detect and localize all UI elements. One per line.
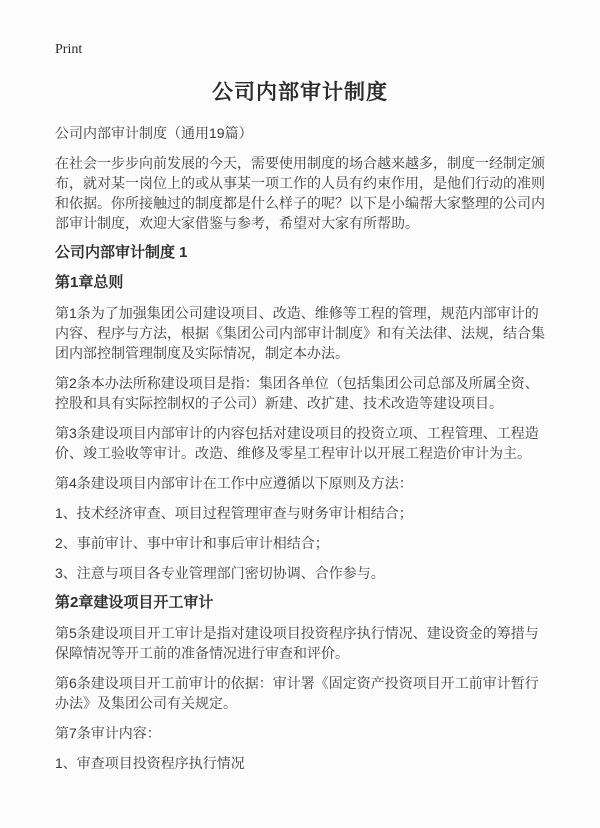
article-2: 第2条本办法所称建设项目是指：集团各单位（包括集团公司总部及所属全资、控股和具有实际控制权的子公司）新建、改扩建、技术改造等建设项目。 [55,375,539,411]
principle-item-2: 2、事前审计、事中审计和事后审计相结合； [55,535,329,551]
article-4: 第4条建设项目内部审计在工作中应遵循以下原则及方法： [55,475,413,491]
chapter-2-heading: 第2章建设项目开工审计 [55,594,214,611]
article-3: 第3条建设项目内部审计的内容包括对建设项目的投资立项、工程管理、工程造价、竣工验收等审计。改造、维修及零星工程审计以开展工程造价审计为主。 [55,425,539,461]
print-link[interactable]: Print [55,42,83,57]
doc-subtitle: 公司内部审计制度（通用19篇） [55,125,253,141]
chapter-1-heading: 第1章总则 [55,274,124,291]
principle-item-1: 1、技术经济审查、项目过程管理审查与财务审计相结合； [55,505,413,521]
article-7: 第7条审计内容： [55,725,161,741]
audit-content-item-1: 1、审查项目投资程序执行情况 [55,755,245,771]
article-1: 第1条为了加强集团公司建设项目、改造、维修等工程的管理，规范内部审计的内容、程序与方法，根据《集团公司内部审计制度》和有关法律、法规，结合集团内部控制管理制度及实际情况，制定本办法。 [55,305,545,361]
intro-paragraph: 在社会一步步向前发展的今天，需要使用制度的场合越来越多，制度一经制定颁布，就对某一岗位上的或从事某一项工作的人员有约束作用，是他们行动的准则和依据。你所接触过的制度都是什么样子的呢？以下是小编帮大家整理的公司内部审计制度，欢迎大家借鉴与参考，希望对大家有所帮助。 [55,155,545,231]
principle-item-3: 3、注意与项目各专业管理部门密切协调、合作参与。 [55,565,385,581]
article-6: 第6条建设项目开工前审计的依据：审计署《固定资产投资项目开工前审计暂行办法》及集团公司有关规定。 [55,675,539,711]
section-heading-1: 公司内部审计制度 1 [55,244,188,261]
article-5: 第5条建设项目开工审计是指对建设项目投资程序执行情况、建设资金的筹措与保障情况等开工前的准备情况进行审查和评价。 [55,625,539,661]
page-title: 公司内部审计制度 [212,81,388,104]
